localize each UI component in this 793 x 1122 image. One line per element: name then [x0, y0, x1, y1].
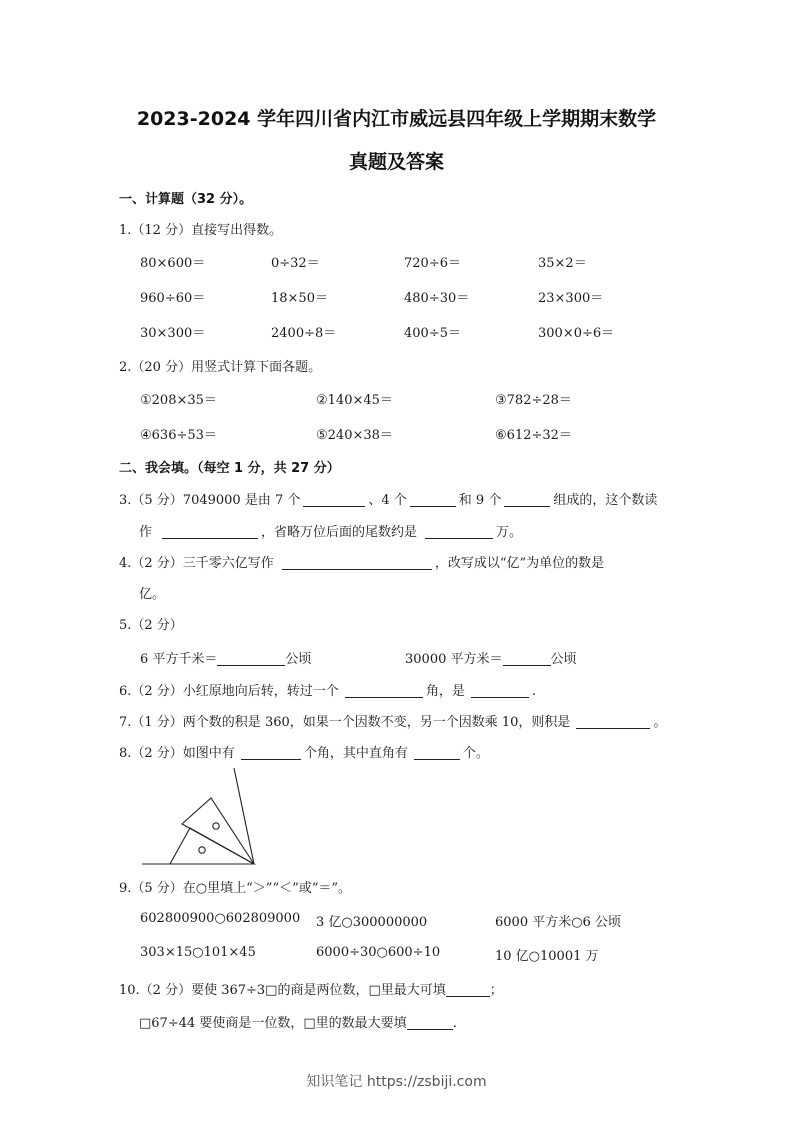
- answer-blank[interactable]: [446, 982, 490, 997]
- q3-text: 万。: [496, 525, 523, 540]
- q3-text: 作: [139, 525, 153, 540]
- q2-item: ⑤240×38＝: [316, 428, 393, 443]
- q9-item: 602800900○602809000: [140, 911, 301, 926]
- q6-text: 6.（2 分）小红原地向后转，转过一个: [119, 684, 339, 699]
- question-3-line-1: [119, 489, 657, 508]
- footer-watermark[interactable]: 知识笔记 https://zsbiji.com: [306, 1074, 487, 1090]
- q5-text: 6 平方千米＝: [140, 652, 218, 667]
- q1-item: 0÷32＝: [271, 256, 320, 271]
- answer-blank[interactable]: [303, 492, 365, 507]
- answer-blank[interactable]: [345, 683, 423, 698]
- answer-blank[interactable]: [282, 555, 432, 570]
- marker-circle: [213, 823, 219, 829]
- q2-item: ⑥612÷32＝: [495, 428, 572, 443]
- q9-item: 303×15○101×45: [140, 945, 256, 960]
- q6-text: .: [531, 684, 536, 699]
- q10-text: .: [452, 1016, 457, 1031]
- answer-blank[interactable]: [504, 492, 550, 507]
- question-1-stem: 1.（12 分）直接写出得数。: [119, 223, 283, 238]
- answer-blank[interactable]: [503, 651, 551, 666]
- q5-text: 公顷: [550, 652, 577, 667]
- answer-blank[interactable]: [217, 651, 285, 666]
- q1-item: 720÷6＝: [404, 256, 461, 271]
- question-4-line-2: 亿。: [139, 587, 166, 602]
- question-2-stem: 2.（20 分）用竖式计算下面各题。: [119, 360, 322, 375]
- answer-blank[interactable]: [241, 745, 301, 760]
- q8-text: 8.（2 分）如图中有: [119, 746, 235, 761]
- question-5-a: [140, 648, 311, 667]
- question-10-line-1: [119, 979, 503, 998]
- q8-text: 个。: [462, 746, 489, 761]
- q2-item: ②140×45＝: [316, 393, 393, 408]
- section-2-heading: 二、我会填。（每空 1 分，共 27 分）: [119, 461, 340, 476]
- q1-item: 400÷5＝: [404, 326, 461, 341]
- lower-triangle: [170, 828, 254, 864]
- section-1-heading: 一、计算题（32 分）。: [119, 192, 253, 207]
- q3-text: 和 9 个: [458, 493, 502, 508]
- angle-figure: [138, 764, 268, 870]
- answer-blank[interactable]: [410, 492, 456, 507]
- question-9-stem: 9.（5 分）在○里填上“＞”“＜”或“＝”。: [119, 881, 352, 896]
- answer-blank[interactable]: [407, 1015, 453, 1030]
- q10-text: 10.（2 分）要使 367÷3□的商是两位数，□里最大可填: [119, 983, 446, 998]
- marker-circle: [199, 847, 205, 853]
- answer-blank[interactable]: [576, 714, 650, 729]
- q9-item: 10 亿○10001 万: [495, 949, 599, 964]
- q4-text: 4.（2 分）三千零六亿写作: [119, 556, 274, 571]
- q7-text: 。: [653, 715, 667, 730]
- question-6: [119, 680, 536, 699]
- question-7: [119, 711, 666, 730]
- q6-text: 角，是: [425, 684, 465, 699]
- question-8: [119, 742, 489, 761]
- q4-text: ，改写成以“亿”为单位的数是: [434, 556, 605, 571]
- q3-text: 、4 个: [368, 493, 407, 508]
- q1-item: 960÷60＝: [140, 291, 206, 306]
- answer-blank[interactable]: [414, 745, 460, 760]
- answer-blank[interactable]: [471, 683, 529, 698]
- upper-triangle: [182, 798, 254, 864]
- q1-item: 35×2＝: [538, 256, 587, 271]
- q10-text: ；: [489, 983, 503, 998]
- q1-item: 300×0÷6＝: [538, 326, 615, 341]
- page-title-line-1: 2023-2024 学年四川省内江市威远县四年级上学期期末数学: [136, 108, 657, 130]
- q10-text: □67÷44 要使商是一位数，□里的数最大要填: [139, 1016, 407, 1031]
- q5-text: 30000 平方米＝: [405, 652, 503, 667]
- question-3-line-2: [139, 521, 522, 540]
- q2-item: ④636÷53＝: [140, 428, 217, 443]
- q1-item: 18×50＝: [271, 291, 328, 306]
- q9-item: 6000÷30○600÷10: [316, 945, 441, 960]
- q2-item: ①208×35＝: [140, 393, 217, 408]
- question-4-line-1: [119, 552, 604, 571]
- q1-item: 30×300＝: [140, 326, 206, 341]
- q1-item: 480÷30＝: [404, 291, 470, 306]
- page-title-line-2: 真题及答案: [348, 151, 444, 173]
- q1-item: 2400÷8＝: [271, 326, 337, 341]
- q7-text: 7.（1 分）两个数的积是 360，如果一个因数不变，另一个因数乘 10，则积是: [119, 715, 571, 730]
- q3-text: ，省略万位后面的尾数约是: [261, 525, 418, 540]
- q1-item: 80×600＝: [140, 256, 206, 271]
- q9-item: 6000 平方米○6 公顷: [495, 915, 621, 930]
- question-5-stem: 5.（2 分）: [119, 618, 183, 633]
- q1-item: 23×300＝: [538, 291, 604, 306]
- q3-text: 组成的，这个数读: [553, 493, 658, 508]
- q8-text: 个角，其中直角有: [303, 746, 408, 761]
- question-5-b: [405, 648, 577, 667]
- question-10-line-2: [139, 1012, 457, 1031]
- answer-blank[interactable]: [425, 524, 493, 539]
- q3-text: 3.（5 分）7049000 是由 7 个: [119, 493, 301, 508]
- q5-text: 公顷: [285, 652, 312, 667]
- q9-item: 3 亿○300000000: [316, 915, 428, 930]
- q2-item: ③782÷28＝: [495, 393, 572, 408]
- answer-blank[interactable]: [162, 524, 258, 539]
